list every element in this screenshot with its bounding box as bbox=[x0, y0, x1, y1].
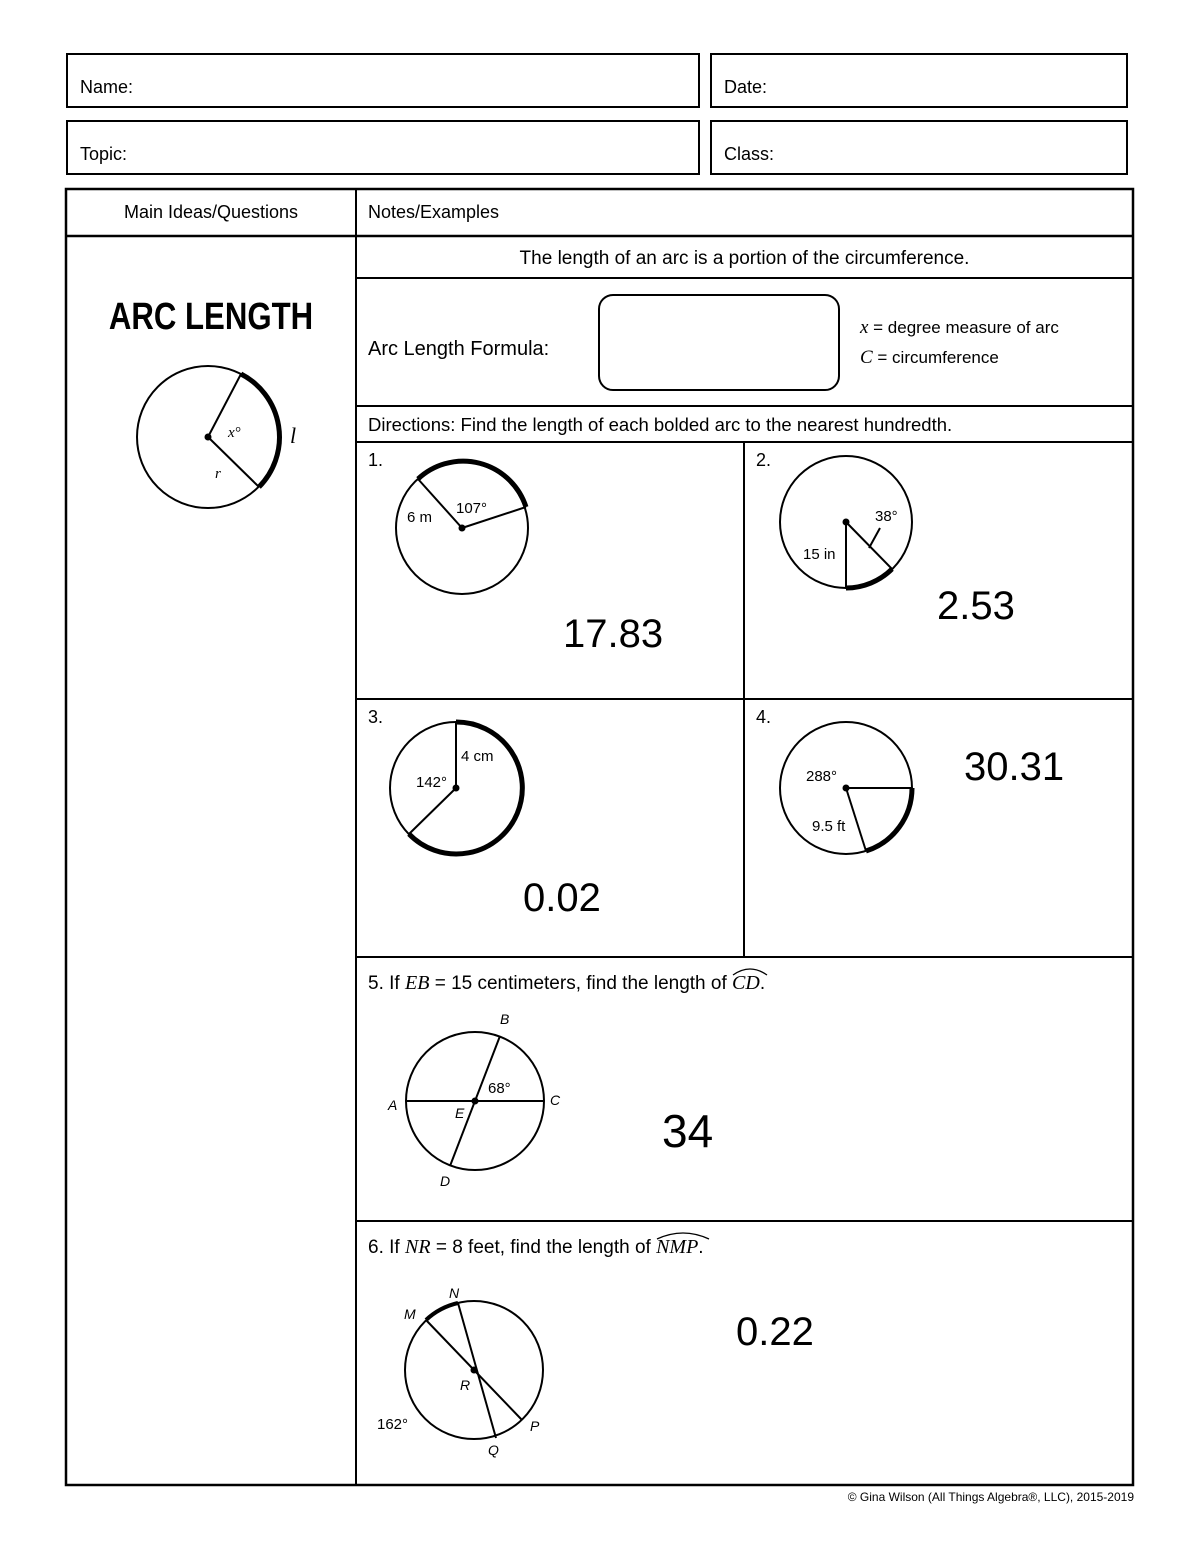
problem-4-angle-label: 288° bbox=[806, 768, 838, 785]
problem-6-prompt-mid: = 8 feet, find the length of bbox=[430, 1237, 657, 1258]
problem-6-arc: NMP bbox=[656, 1236, 699, 1258]
problem-4-diagram bbox=[780, 722, 912, 854]
problem-4-answer: 30.31 bbox=[964, 745, 1065, 789]
problem-5-prompt-mid: = 15 centimeters, find the length of bbox=[429, 973, 733, 994]
problem-3-angle-label: 142° bbox=[416, 774, 448, 791]
problem-2-answer: 2.53 bbox=[937, 584, 1015, 628]
legend-x-text: = degree measure of arc bbox=[868, 318, 1059, 337]
problem-3-radius-label: 4 cm bbox=[461, 748, 494, 765]
main-ideas-header: Main Ideas/Questions bbox=[123, 202, 299, 222]
problem-6-angle-label: 162° bbox=[377, 1416, 409, 1433]
date-label: Date: bbox=[724, 77, 768, 97]
topic-title: ARC LENGTH bbox=[108, 296, 314, 338]
problem-5-prompt-pre: If bbox=[389, 973, 405, 994]
problem-6-answer: 0.22 bbox=[736, 1310, 814, 1354]
copyright-footer: © Gina Wilson (All Things Algebra®, LLC), 2015-2019 bbox=[847, 1490, 1134, 1504]
formula-label: Arc Length Formula: bbox=[368, 338, 550, 360]
legend-x-var: x bbox=[860, 317, 869, 338]
problem-5-prompt bbox=[368, 972, 765, 995]
problem-1-number: 1. bbox=[368, 450, 384, 470]
problem-6-segment: NR bbox=[404, 1236, 431, 1258]
class-label: Class: bbox=[724, 144, 775, 164]
problem-5-number: 5. bbox=[368, 973, 384, 994]
problem-2-radius-label: 15 in bbox=[803, 546, 836, 563]
problem-5-point-a: A bbox=[388, 1097, 398, 1113]
notes-header: Notes/Examples bbox=[368, 202, 500, 222]
problem-6-prompt-end: . bbox=[698, 1237, 704, 1258]
problem-5-angle-label: 68° bbox=[488, 1080, 511, 1097]
problem-3-diagram bbox=[390, 722, 522, 854]
problem-2-number: 2. bbox=[756, 450, 772, 470]
problem-5-point-e: E bbox=[455, 1105, 465, 1121]
problem-1-radius-label: 6 m bbox=[407, 509, 433, 526]
problem-5-prompt-end: . bbox=[759, 973, 766, 994]
name-label: Name: bbox=[80, 77, 134, 97]
directions-text: Directions: Find the length of each bolded arc to the nearest hundredth. bbox=[368, 414, 953, 435]
problem-4-radius-label: 9.5 ft bbox=[812, 818, 846, 835]
problem-5-segment: EB bbox=[404, 972, 430, 994]
intro-text: The length of an arc is a portion of the circumference. bbox=[519, 248, 970, 269]
problem-6-point-n: N bbox=[449, 1285, 460, 1301]
problem-6-prompt-pre: If bbox=[389, 1237, 405, 1258]
problem-6-arc-name bbox=[656, 1236, 698, 1259]
problem-5-diagram bbox=[406, 1032, 544, 1170]
problem-5-answer: 34 bbox=[662, 1105, 714, 1157]
topic-label: Topic: bbox=[80, 144, 128, 164]
problem-4-number: 4. bbox=[756, 707, 772, 727]
problem-6-point-p: P bbox=[530, 1418, 540, 1434]
problem-1-angle-label: 107° bbox=[456, 500, 488, 517]
problem-6-prompt bbox=[368, 1236, 704, 1259]
problem-5-arc: CD bbox=[732, 972, 760, 994]
problem-6-point-q: Q bbox=[488, 1442, 499, 1458]
diagram-radius-label: r bbox=[215, 466, 221, 482]
problem-6-number: 6. bbox=[368, 1237, 384, 1258]
arc-symbol-icon bbox=[732, 966, 768, 976]
problem-1-answer: 17.83 bbox=[563, 612, 664, 656]
diagram-angle-label: x° bbox=[228, 425, 241, 441]
problem-6-diagram bbox=[405, 1301, 543, 1439]
arc-symbol-icon bbox=[656, 1230, 710, 1240]
problem-5-point-c: C bbox=[550, 1092, 561, 1108]
problem-5-arc-name bbox=[732, 972, 760, 995]
diagram-arc-label: l bbox=[290, 423, 297, 448]
legend-c-text: = circumference bbox=[872, 348, 999, 367]
problem-6-point-m: M bbox=[404, 1306, 416, 1322]
legend-c-var: C bbox=[860, 347, 873, 368]
problem-5-point-d: D bbox=[440, 1173, 451, 1189]
problem-3-answer: 0.02 bbox=[523, 876, 601, 920]
problem-2-angle-label: 38° bbox=[875, 508, 898, 525]
problem-6-point-r: R bbox=[460, 1377, 471, 1393]
problem-3-number: 3. bbox=[368, 707, 384, 727]
problem-1-diagram bbox=[396, 461, 528, 594]
problem-5-point-b: B bbox=[500, 1011, 510, 1027]
